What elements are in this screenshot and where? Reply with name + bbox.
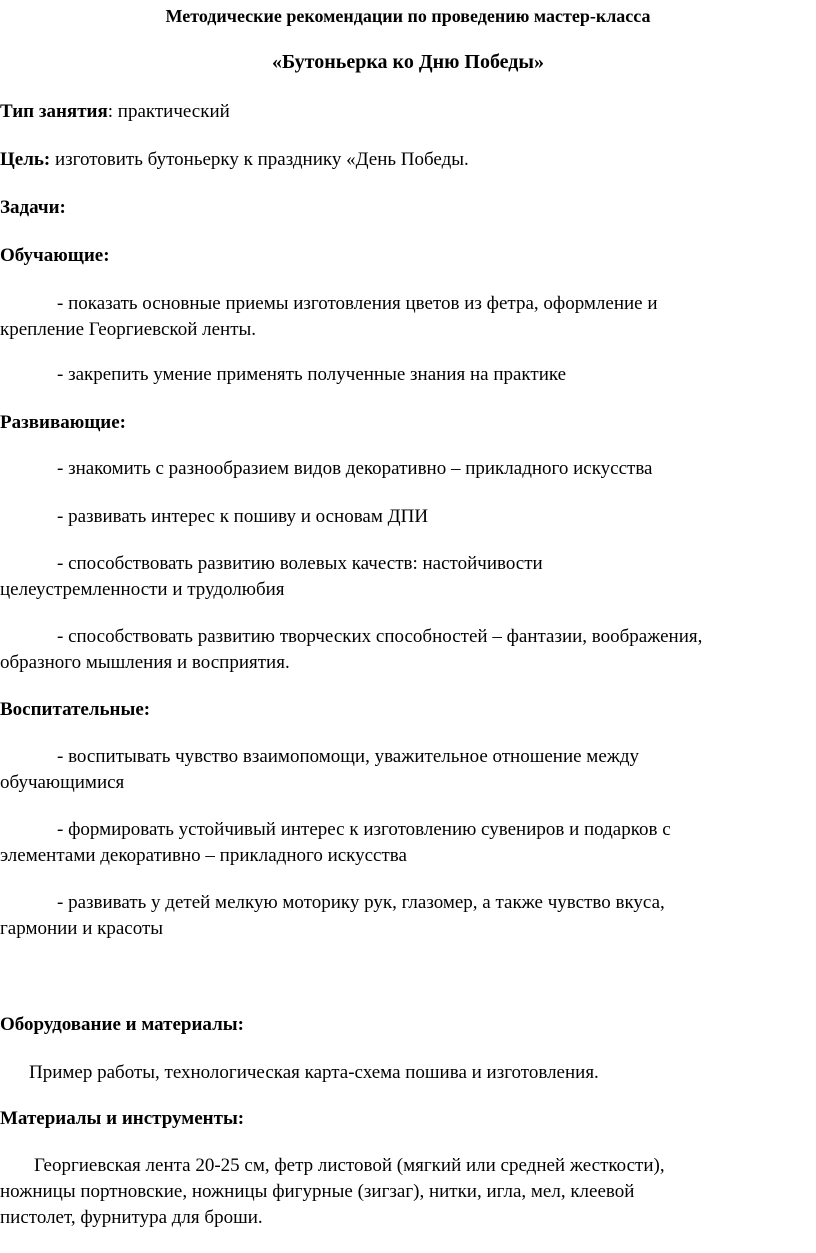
- goal-value: изготовить бутоньерку к празднику «День Победы.: [50, 149, 469, 170]
- teaching-item-1-line1: - показать основные приемы изготовления цветов из фетра, оформление и: [57, 293, 658, 314]
- equipment-heading: Оборудование и материалы:: [0, 1014, 244, 1035]
- lesson-type: [0, 99, 816, 125]
- teaching-heading: Обучающие:: [0, 245, 110, 266]
- developing-item-4-line1: - способствовать развитию творческих способностей – фантазии, воображения,: [57, 626, 703, 647]
- materials-heading: Материалы и инструменты:: [0, 1108, 245, 1129]
- document-subtitle: «Бутоньерка ко Дню Победы»: [271, 51, 545, 73]
- developing-item-3-line1: - способствовать развитию волевых качеств: настойчивости: [57, 553, 543, 574]
- materials-line-2: ножницы портновские, ножницы фигурные (зигзаг), нитки, игла, мел, клеевой: [0, 1181, 635, 1202]
- educational-item-1-line2: обучающимися: [0, 772, 125, 793]
- developing-item-4-line2: образного мышления и восприятия.: [0, 652, 290, 673]
- materials-line-1: Георгиевская лента 20-25 см, фетр листовой (мягкий или средней жесткости),: [34, 1155, 665, 1176]
- tasks-heading: Задачи:: [0, 197, 66, 218]
- lesson-type-value: : практический: [107, 101, 230, 122]
- goal: [0, 147, 816, 173]
- equipment-text: Пример работы, технологическая карта-схема пошива и изготовления.: [29, 1062, 599, 1083]
- educational-item-2-line1: - формировать устойчивый интерес к изготовлению сувениров и подарков с: [57, 819, 671, 840]
- developing-item-2: - развивать интерес к пошиву и основам ДПИ: [57, 506, 429, 527]
- teaching-item-2: - закрепить умение применять полученные знания на практике: [57, 364, 567, 385]
- educational-item-2-line2: элементами декоративно – прикладного искусства: [0, 845, 407, 866]
- goal-label: Цель:: [0, 149, 51, 170]
- educational-item-3-line2: гармонии и красоты: [0, 918, 164, 939]
- document-title: Методические рекомендации по проведению мастер-класса: [165, 6, 651, 26]
- lesson-type-label: Тип занятия: [0, 101, 108, 122]
- developing-item-1: - знакомить с разнообразием видов декоративно – прикладного искусства: [57, 458, 653, 479]
- developing-heading: Развивающие:: [0, 412, 126, 433]
- materials-line-3: пистолет, фурнитура для броши.: [0, 1207, 263, 1228]
- teaching-item-1-line2: крепление Георгиевской ленты.: [0, 319, 257, 340]
- educational-item-3-line1: - развивать у детей мелкую моторику рук, глазомер, а также чувство вкуса,: [57, 892, 665, 913]
- educational-item-1-line1: - воспитывать чувство взаимопомощи, уважительное отношение между: [57, 746, 640, 767]
- developing-item-3-line2: целеустремленности и трудолюбия: [0, 579, 285, 600]
- educational-heading: Воспитательные:: [0, 699, 151, 720]
